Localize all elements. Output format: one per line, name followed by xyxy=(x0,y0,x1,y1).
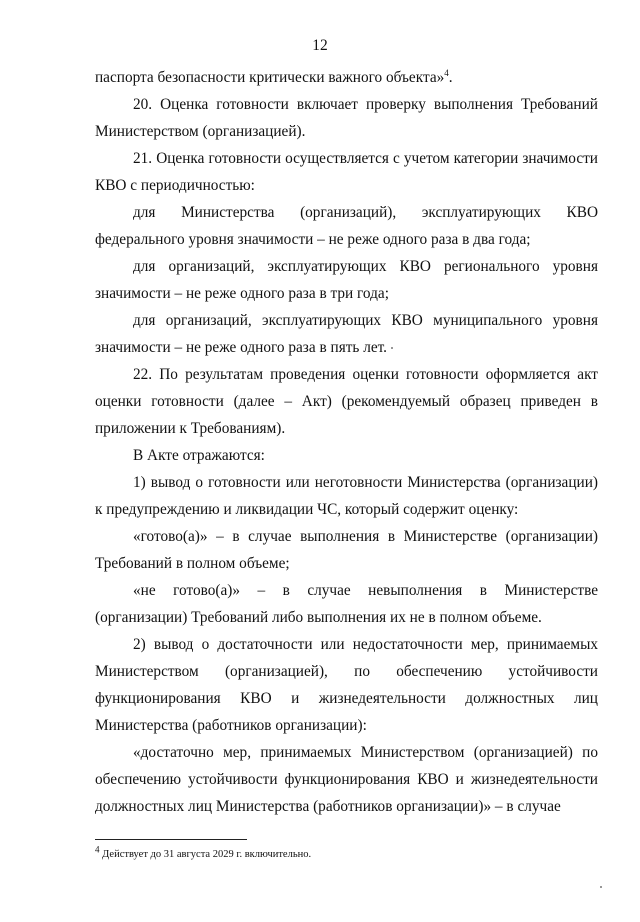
footnote-marker: 4 xyxy=(95,844,100,855)
footnote-separator xyxy=(95,839,247,840)
paragraph-22-item-2: 2) вывод о достаточности или недостаточности мер, принимаемых Министерством (организацией), по обеспечению устойчивости функционирования КВО и жизнедеятельности должностных лиц Министерства (работников организации): xyxy=(95,636,598,734)
paragraph-21: 21. Оценка готовности осуществляется с учетом категории значимости КВО с периодичностью: xyxy=(95,150,598,194)
paragraph-22: 22. По результатам проведения оценки готовности оформляется акт оценки готовности (далее – Акт) (рекомендуемый образец приведен в приложении к Требованиям). xyxy=(95,366,598,437)
paragraph-21-regional: для организаций, эксплуатирующих КВО регионального уровня значимости – не реже одного раза в три года; xyxy=(95,258,598,302)
paragraph-22-item-1: 1) вывод о готовности или неготовности Министерства (организации) к предупреждению и ликвидации ЧС, который содержит оценку: xyxy=(95,474,598,518)
paragraph-21-federal: для Министерства (организаций), эксплуатирующих КВО федерального уровня значимости – не реже одного раза в два года; xyxy=(95,204,598,248)
paragraph-20: 20. Оценка готовности включает проверку выполнения Требований Министерством (организацией). xyxy=(95,96,598,140)
paragraph-22-item-1-not-ready: «не готово(а)» – в случае невыполнения в Министерстве (организации) Требований либо выполнения их не в полном объеме. xyxy=(95,582,598,626)
paragraph-text: паспорта безопасности критически важного объекта» xyxy=(95,69,445,86)
footnote-text: Действует до 31 августа 2029 г. включительно. xyxy=(99,849,312,860)
paragraph-end: . xyxy=(448,69,453,86)
paragraph-22-intro: В Акте отражаются: xyxy=(133,447,265,464)
footnote-reference: 4 xyxy=(444,67,449,78)
paragraph-21-municipal: для организаций, эксплуатирующих КВО муниципального уровня значимости – не реже одного раза в пять лет. xyxy=(95,312,598,356)
paragraph-22-item-2-sufficient: «достаточно мер, принимаемых Министерством (организацией) по обеспечению устойчивости функционирования КВО и жизнедеятельности должностных лиц Министерства (работников организации)» – в случае xyxy=(95,744,598,815)
footnote xyxy=(95,844,598,862)
document-body xyxy=(95,64,598,820)
scan-speck xyxy=(600,886,602,888)
scan-speck xyxy=(391,347,393,349)
page-number: 12 xyxy=(312,37,328,54)
paragraph-22-item-1-ready: «готово(а)» – в случае выполнения в Министерстве (организации) Требований в полном объеме; xyxy=(95,528,598,572)
paragraph-continuation xyxy=(95,64,598,91)
